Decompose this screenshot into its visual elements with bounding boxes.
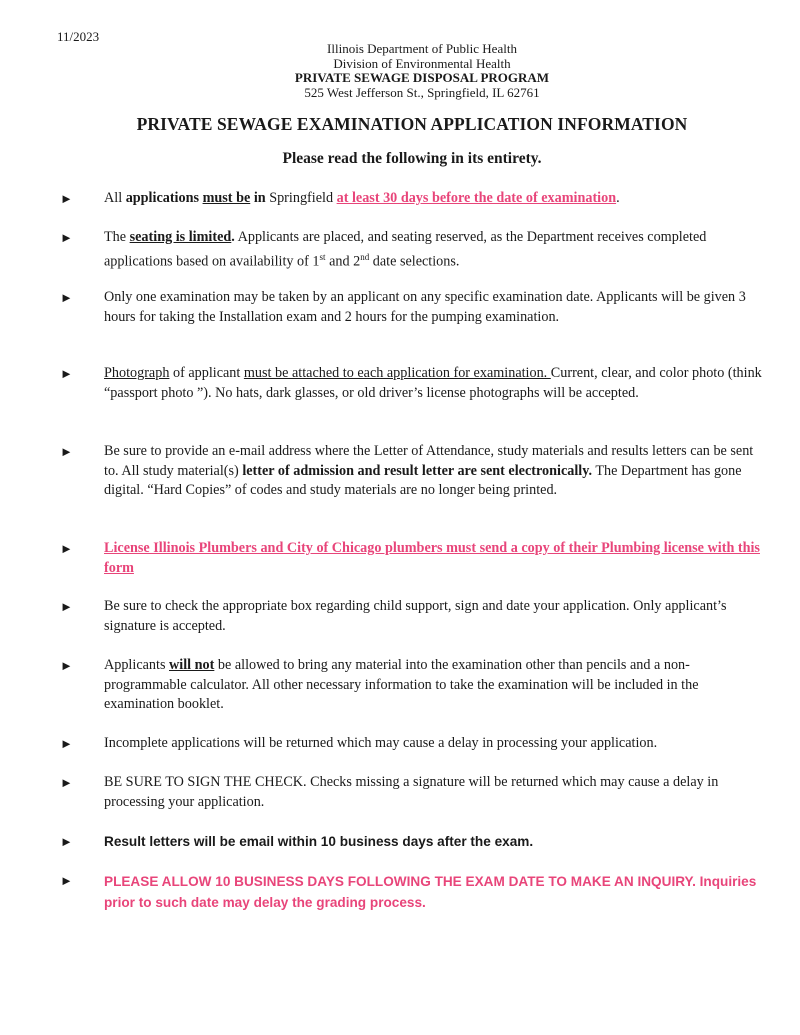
text-bold: letter of admission and result letter are sent electronically. — [242, 462, 593, 479]
superscript: st — [319, 251, 326, 262]
text-bold: . — [231, 229, 235, 245]
text-bold-underline: seating is limited — [129, 229, 232, 245]
agency-name: Illinois Department of Public Health — [327, 41, 517, 56]
text-segment: . — [616, 190, 620, 206]
letterhead — [22, 42, 800, 100]
document-date: 11/2023 — [57, 29, 100, 44]
list-item-text: Result letters will be email within 10 business days after the exam. — [104, 834, 534, 849]
text-bold-underline: must be — [202, 190, 251, 206]
text-segment: and 2 — [325, 253, 361, 270]
text-segment: Be sure to provide an e-mail address where the Letter of Attendance, study materials and results letters can be sent to. All study material(s) — [104, 443, 754, 479]
bullet-arrow-icon: ► — [60, 736, 73, 751]
bullet-arrow-icon: ► — [60, 191, 73, 206]
page-subtitle: Please read the following in its entirety. — [282, 150, 542, 167]
bullet-arrow-icon: ► — [60, 599, 73, 614]
bullet-arrow-icon: ► — [60, 290, 73, 305]
list-item-text — [104, 189, 769, 209]
text-underline: Photograph — [104, 365, 170, 381]
text-bold: in — [250, 190, 266, 206]
text-segment: of applicant — [169, 365, 244, 381]
bullet-arrow-icon: ► — [60, 658, 73, 673]
text-bold-underline: will not — [169, 657, 215, 673]
list-item-text — [104, 442, 769, 501]
list-item-text — [104, 228, 769, 272]
bullet-arrow-icon: ► — [60, 775, 73, 790]
bullet-arrow-icon: ► — [60, 541, 73, 556]
bullet-arrow-icon: ► — [60, 444, 73, 459]
list-item-text — [104, 656, 769, 715]
text-segment: All — [104, 190, 126, 206]
text-underline: must be attached to each application for examination. — [243, 365, 551, 381]
list-item-text: PLEASE ALLOW 10 BUSINESS DAYS FOLLOWING THE EXAM DATE TO MAKE AN INQUIRY. Inquiries prior to such date may delay the grading process. — [104, 874, 757, 910]
bullet-arrow-icon: ► — [60, 230, 73, 245]
text-segment: Applicants are placed, and seating reserved, as the Department receives completed applications based on availability of 1 — [104, 229, 707, 270]
text-segment: The Department has gone digital. “Hard Copies” of codes and study materials are no longer being printed. — [104, 462, 742, 498]
bullet-arrow-icon: ► — [60, 366, 73, 381]
list-item-text: Incomplete applications will be returned which may cause a delay in processing your application. — [104, 735, 658, 751]
text-segment: Current, clear, and color photo (think “passport photo ”). No hats, dark glasses, or old driver’s license photographs will be accepted. — [104, 365, 762, 401]
text-segment: Applicants — [104, 657, 170, 673]
division-name: Division of Environmental Health — [333, 55, 511, 71]
agency-address: 525 West Jefferson St., Springfield, IL 62761 — [304, 84, 540, 100]
bullet-arrow-icon: ► — [60, 834, 73, 849]
page-title: PRIVATE SEWAGE EXAMINATION APPLICATION INFORMATION — [136, 114, 688, 134]
list-item-text: BE SURE TO SIGN THE CHECK. Checks missing a signature will be returned which may cause a delay in processing your application. — [104, 774, 719, 810]
program-name: PRIVATE SEWAGE DISPOSAL PROGRAM — [294, 70, 550, 85]
text-bold: applications — [125, 190, 200, 206]
superscript: nd — [360, 251, 370, 262]
list-item-text: License Illinois Plumbers and City of Chicago plumbers must send a copy of their Plumbing license with this form — [104, 540, 760, 576]
list-item-text: Be sure to check the appropriate box regarding child support, sign and date your application. Only applicant’s signature is accepted. — [104, 598, 727, 634]
bullet-arrow-icon: ► — [60, 873, 73, 888]
list-item-text — [104, 364, 769, 403]
text-segment: be allowed to bring any material into the examination other than pencils and a non-programmable calculator. All other necessary information to take the examination will be included in the examination booklet. — [104, 657, 699, 712]
deadline-highlight: at least 30 days before the date of examination — [336, 190, 617, 206]
text-segment: The — [104, 229, 130, 245]
text-segment: Springfield — [265, 190, 337, 206]
text-segment: date selections. — [369, 253, 460, 270]
list-item-text: Only one examination may be taken by an applicant on any specific examination date. Applicants will be given 3 hours for taking the Installation exam and 2 hours for the pumping examination. — [104, 289, 746, 325]
